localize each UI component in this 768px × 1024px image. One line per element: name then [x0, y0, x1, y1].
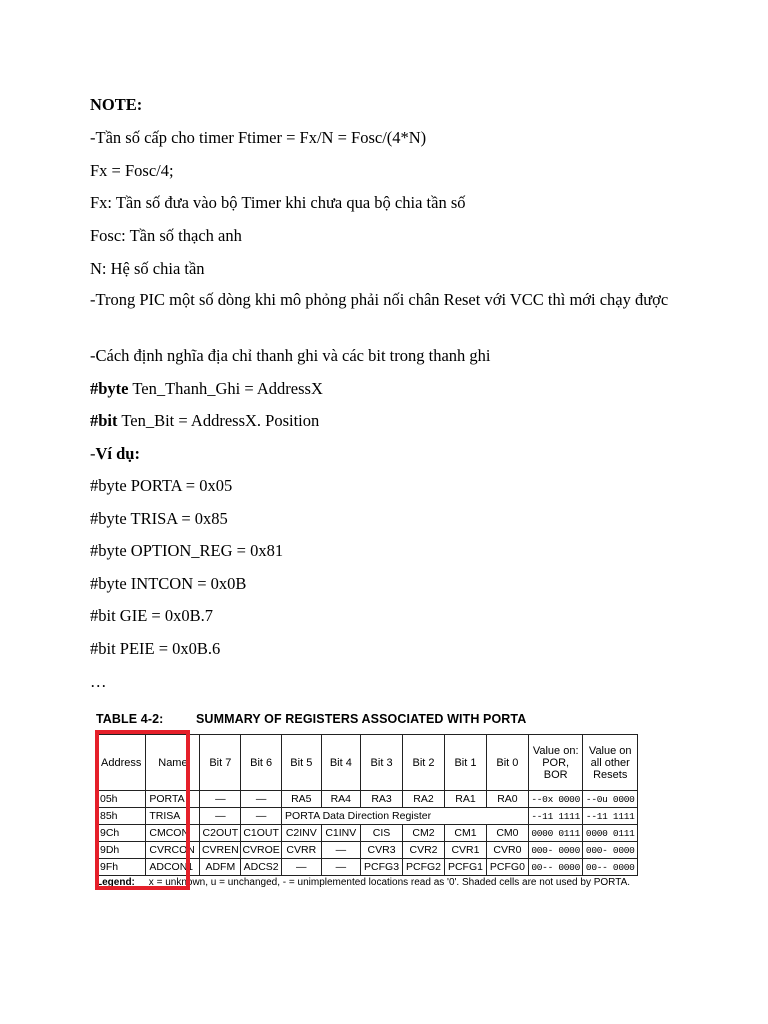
cell: CVR0 — [486, 842, 528, 859]
cell: 9Fh — [97, 859, 146, 876]
cell: --0x 0000 — [528, 791, 583, 808]
bit-keyword: #bit — [90, 411, 118, 430]
cell: RA2 — [403, 791, 445, 808]
note-line: -Cách định nghĩa địa chỉ thanh ghi và các bit trong thanh ghi — [90, 346, 491, 365]
header-address: Address — [97, 735, 146, 791]
cell: C1INV — [321, 825, 361, 842]
cell: 05h — [97, 791, 146, 808]
cell: 9Ch — [97, 825, 146, 842]
cell: — — [200, 808, 241, 825]
cell: — — [200, 791, 241, 808]
cell: CVREN — [200, 842, 241, 859]
cell: — — [241, 808, 282, 825]
header-bit7: Bit 7 — [200, 735, 241, 791]
cell: --11 1111 — [583, 808, 638, 825]
legend-label: Legend: — [96, 877, 135, 888]
example-label: Ví dụ: — [95, 444, 140, 463]
cell: RA4 — [321, 791, 361, 808]
note-line: -Tần số cấp cho timer Ftimer = Fx/N = Fosc/(4*N) — [90, 128, 427, 147]
header-name: Name — [146, 735, 200, 791]
cell: RA1 — [444, 791, 486, 808]
cell: ADCS2 — [241, 859, 282, 876]
note-line: -Trong PIC một số dòng khi mô phỏng phải nối chân Reset với VCC thì mới chạy được — [90, 290, 669, 309]
header-other-resets: Value on all other Resets — [583, 735, 638, 791]
cell: CM1 — [444, 825, 486, 842]
code-line: #byte TRISA = 0x85 — [90, 509, 228, 528]
note-line: Fx: Tần số đưa vào bộ Timer khi chưa qua bộ chia tần số — [90, 193, 466, 212]
cell: PORTA — [146, 791, 200, 808]
example-dash: - — [90, 444, 96, 463]
cell: RA3 — [361, 791, 403, 808]
cell: CM0 — [486, 825, 528, 842]
cell: CVR2 — [403, 842, 445, 859]
cell: CVR1 — [444, 842, 486, 859]
code-line: #byte INTCON = 0x0B — [90, 574, 247, 593]
cell: 000- 0000 — [583, 842, 638, 859]
cell: ADFM — [200, 859, 241, 876]
cell: 0000 0111 — [583, 825, 638, 842]
cell: CVRCON — [146, 842, 200, 859]
cell: 9Dh — [97, 842, 146, 859]
byte-keyword: #byte — [90, 379, 129, 398]
note-line: Fx = Fosc/4; — [90, 161, 174, 180]
ellipsis: … — [90, 672, 107, 691]
cell: 00-- 0000 — [528, 859, 583, 876]
header-bit2: Bit 2 — [403, 735, 445, 791]
cell: CIS — [361, 825, 403, 842]
header-bit5: Bit 5 — [282, 735, 322, 791]
cell: — — [321, 842, 361, 859]
cell: CVR3 — [361, 842, 403, 859]
byte-definition-text: Ten_Thanh_Ghi = AddressX — [128, 379, 323, 398]
note-line: N: Hệ số chia tần — [90, 259, 205, 278]
header-bit4: Bit 4 — [321, 735, 361, 791]
cell: --11 1111 — [528, 808, 583, 825]
cell: PCFG3 — [361, 859, 403, 876]
header-bit6: Bit 6 — [241, 735, 282, 791]
code-line: #byte OPTION_REG = 0x81 — [90, 541, 284, 560]
cell: 000- 0000 — [528, 842, 583, 859]
cell: 0000 0111 — [528, 825, 583, 842]
header-bit0: Bit 0 — [486, 735, 528, 791]
bit-definition-text: Ten_Bit = AddressX. Position — [117, 411, 320, 430]
cell: C2INV — [282, 825, 322, 842]
cell: --0u 0000 — [583, 791, 638, 808]
legend-text: x = unknown, u = unchanged, - = unimplemented locations read as '0'. Shaded cells are not used by PORTA. — [148, 877, 631, 888]
table-caption: SUMMARY OF REGISTERS ASSOCIATED WITH PORTA — [196, 712, 527, 726]
cell: RA0 — [486, 791, 528, 808]
code-line: #bit PEIE = 0x0B.6 — [90, 639, 221, 658]
table-number: TABLE 4-2: — [96, 712, 164, 726]
cell: CMCON — [146, 825, 200, 842]
note-line: Fosc: Tần số thạch anh — [90, 226, 242, 245]
cell: CM2 — [403, 825, 445, 842]
cell: RA5 — [282, 791, 322, 808]
cell: — — [321, 859, 361, 876]
cell: PCFG1 — [444, 859, 486, 876]
cell: 85h — [97, 808, 146, 825]
cell: C2OUT — [200, 825, 241, 842]
note-heading: NOTE: — [90, 95, 143, 114]
cell: C1OUT — [241, 825, 282, 842]
bit-definition — [90, 410, 319, 431]
example-heading — [90, 443, 140, 464]
cell: PCFG0 — [486, 859, 528, 876]
cell: — — [241, 791, 282, 808]
cell: ADCON1 — [146, 859, 200, 876]
header-bit3: Bit 3 — [361, 735, 403, 791]
cell: CVROE — [241, 842, 282, 859]
highlight-box — [95, 730, 190, 890]
cell: PORTA Data Direction Register — [282, 808, 529, 825]
table-title — [96, 712, 656, 730]
byte-definition — [90, 378, 323, 399]
cell: — — [282, 859, 322, 876]
cell: CVRR — [282, 842, 322, 859]
header-por-bor: Value on: POR, BOR — [528, 735, 583, 791]
code-line: #bit GIE = 0x0B.7 — [90, 606, 213, 625]
code-line: #byte PORTA = 0x05 — [90, 476, 233, 495]
cell: PCFG2 — [403, 859, 445, 876]
cell: 00-- 0000 — [583, 859, 638, 876]
cell: TRISA — [146, 808, 200, 825]
header-bit1: Bit 1 — [444, 735, 486, 791]
